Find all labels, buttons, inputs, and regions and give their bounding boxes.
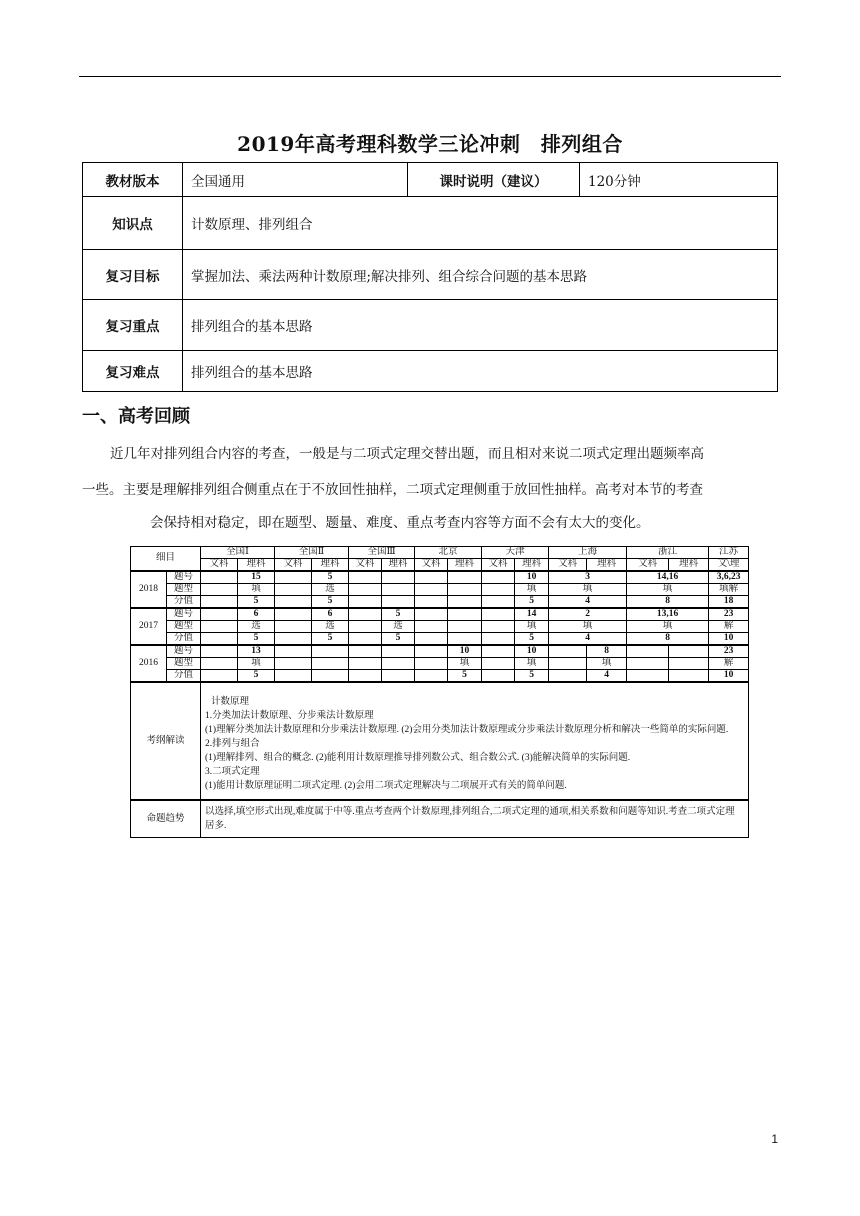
exam-cell: 10 [515,645,549,658]
exam-cell [448,608,482,621]
exam-cell: 13 [238,645,275,658]
subject-wen: 文科 [349,559,382,572]
exam-cell [482,608,515,621]
exam-cell [201,584,238,596]
syllabus-notes [201,682,749,800]
exam-cell: 选 [312,584,349,596]
subject-wen: 文科 [549,559,587,572]
exam-cell [349,596,382,609]
exam-cell [201,658,238,670]
exam-cell [415,608,448,621]
exam-cell [669,670,709,683]
exam-cell: 10 [448,645,482,658]
exam-cell [415,621,448,633]
exam-cell: 10 [709,633,749,646]
corner-cell: 细目 [131,547,201,572]
exam-cell: 5 [238,596,275,609]
hours-value: 120分钟 [580,163,778,197]
exam-cell [275,633,312,646]
subject-li: 理科 [238,559,275,572]
field-label: 题型 [167,658,201,670]
exam-cell [349,584,382,596]
exam-cell: 23 [709,645,749,658]
exam-cell: 10 [515,571,549,584]
exam-cell: 填解 [709,584,749,596]
syllabus-line: 1.分类加法计数原理、分步乘法计数原理 [205,711,374,721]
subject-wen: 文科 [275,559,312,572]
exam-cell [201,621,238,633]
exam-cell [448,571,482,584]
subject-wen: 文科 [627,559,669,572]
exam-cell [349,645,382,658]
exam-cell: 8 [627,633,709,646]
exam-cell: 15 [238,571,275,584]
exam-cell: 2 [549,608,627,621]
exam-cell [549,658,587,670]
exam-cell: 填 [587,658,627,670]
intro-line-1: 近几年对排列组合内容的考查，一般是与二项式定理交替出题，而且相对来说二项式定理出题频率高 [110,446,704,462]
exam-cell [201,608,238,621]
exam-cell: 5 [382,633,415,646]
exam-cell: 4 [549,596,627,609]
exam-cell [382,584,415,596]
field-label: 分值 [167,596,201,609]
exam-cell: 解 [709,621,749,633]
exam-cell [482,670,515,683]
exam-cell: 13,16 [627,608,709,621]
exam-cell [312,645,349,658]
exam-cell [312,658,349,670]
exam-cell [482,645,515,658]
difficulty-value: 排列组合的基本思路 [183,351,778,392]
subject-li: 理科 [587,559,627,572]
header-rule [79,76,781,77]
syllabus-label: 考纲解读 [131,682,201,800]
exam-cell: 填 [627,584,709,596]
knowledge-label: 知识点 [83,197,183,250]
exam-cell: 填 [515,584,549,596]
goal-label: 复习目标 [83,250,183,300]
exam-cell [201,670,238,683]
edition-value: 全国通用 [183,163,408,197]
subject-li: 理科 [382,559,415,572]
exam-cell: 8 [587,645,627,658]
subject-li: 理科 [448,559,482,572]
exam-cell [382,571,415,584]
exam-cell: 5 [238,633,275,646]
page-title: 2019年高考理科数学三论冲刺 排列组合 [237,132,623,156]
focus-value: 排列组合的基本思路 [183,300,778,351]
region-header: 全国Ⅰ [201,547,275,559]
exam-cell: 5 [312,596,349,609]
exam-cell: 选 [382,621,415,633]
exam-cell [415,670,448,683]
exam-cell [349,571,382,584]
exam-cell: 解 [709,658,749,670]
exam-cell [349,633,382,646]
exam-cell [415,645,448,658]
exam-cell [482,658,515,670]
exam-cell [482,584,515,596]
exam-cell: 6 [238,608,275,621]
field-label: 题号 [167,645,201,658]
exam-cell [415,596,448,609]
subject-li: 理科 [312,559,349,572]
trend-text: 以选择,填空形式出现,难度属于中等.重点考查两个计数原理,排列组合,二项式定理的通项,相关系数和问题等知识.考查二项式定理居多. [201,800,749,838]
field-label: 分值 [167,670,201,683]
exam-cell: 4 [587,670,627,683]
exam-cell: 5 [515,596,549,609]
year-cell: 2016 [131,645,167,682]
year-cell: 2017 [131,608,167,645]
exam-cell [275,621,312,633]
exam-cell: 3,6,23 [709,571,749,584]
field-label: 题型 [167,621,201,633]
syllabus-line: 计数原理 [211,697,250,707]
exam-cell [415,658,448,670]
exam-cell: 填 [549,621,627,633]
exam-cell [448,596,482,609]
year-cell: 2018 [131,571,167,608]
intro-line-3: 会保持相对稳定，即在题型、题量、难度、重点考查内容等方面不会有太大的变化。 [150,515,650,531]
exam-cell [201,596,238,609]
exam-cell: 5 [238,670,275,683]
syllabus-line: (1)理解分类加法计数原理和分步乘法计数原理. (2)会用分类加法计数原理或分步乘法计数原理分析和解决一些简单的实际问题. [205,725,729,735]
exam-cell [482,596,515,609]
course-info-table [82,162,778,392]
exam-cell [382,670,415,683]
exam-cell [275,645,312,658]
exam-cell [549,645,587,658]
exam-cell: 填 [448,658,482,670]
field-label: 分值 [167,633,201,646]
exam-cell: 14 [515,608,549,621]
exam-cell: 5 [448,670,482,683]
subject-wen: 文科 [201,559,238,572]
exam-cell: 3 [549,571,627,584]
exam-cell: 5 [515,670,549,683]
subject-wen: 文科 [482,559,515,572]
subject-jiangsu: 文\理 [709,559,749,572]
exam-cell [482,621,515,633]
region-header: 天津 [482,547,549,559]
exam-cell: 填 [627,621,709,633]
hours-label: 课时说明（建议） [408,163,580,197]
exam-cell: 填 [238,584,275,596]
exam-cell: 选 [238,621,275,633]
page-number: 1 [771,1132,778,1146]
exam-cell: 10 [709,670,749,683]
exam-cell [549,670,587,683]
focus-label: 复习重点 [83,300,183,351]
field-label: 题号 [167,608,201,621]
exam-cell: 选 [312,621,349,633]
exam-cell [482,571,515,584]
exam-cell: 5 [312,571,349,584]
exam-cell: 4 [549,633,627,646]
subject-wen: 文科 [415,559,448,572]
exam-cell: 14,16 [627,571,709,584]
exam-cell: 8 [627,596,709,609]
exam-cell [482,633,515,646]
exam-cell [448,633,482,646]
exam-cell [415,571,448,584]
section-heading: 一、高考回顾 [82,406,190,427]
exam-cell [448,584,482,596]
exam-cell [627,670,669,683]
exam-cell [349,621,382,633]
exam-cell [312,670,349,683]
intro-line-2: 一些。主要是理解排列组合侧重点在于不放回性抽样，二项式定理侧重于放回性抽样。高考对本节的考查 [82,482,703,498]
exam-cell [201,645,238,658]
exam-cell [275,670,312,683]
region-header: 北京 [415,547,482,559]
region-header: 江苏 [709,547,749,559]
exam-history-table [130,546,749,838]
exam-cell [275,571,312,584]
syllabus-line: 3.二项式定理 [205,767,260,777]
exam-cell [382,658,415,670]
subject-li: 理科 [669,559,709,572]
exam-cell: 填 [238,658,275,670]
exam-cell [275,596,312,609]
subject-li: 理科 [515,559,549,572]
exam-cell: 18 [709,596,749,609]
exam-cell [275,608,312,621]
exam-cell [627,658,669,670]
exam-cell: 填 [549,584,627,596]
exam-cell [415,584,448,596]
region-header: 全国Ⅱ [275,547,349,559]
exam-cell [382,645,415,658]
exam-cell [448,621,482,633]
edition-label: 教材版本 [83,163,183,197]
exam-cell [275,584,312,596]
exam-cell: 23 [709,608,749,621]
exam-cell [382,596,415,609]
exam-cell: 6 [312,608,349,621]
region-header: 浙江 [627,547,709,559]
exam-cell [201,633,238,646]
exam-cell: 5 [312,633,349,646]
exam-cell [349,658,382,670]
difficulty-label: 复习难点 [83,351,183,392]
exam-cell [275,658,312,670]
trend-label: 命题趋势 [131,800,201,838]
region-header: 全国Ⅲ [349,547,415,559]
region-header: 上海 [549,547,627,559]
exam-cell [627,645,669,658]
exam-cell [669,658,709,670]
exam-cell [349,608,382,621]
exam-cell: 5 [382,608,415,621]
exam-cell: 5 [515,633,549,646]
syllabus-line: 2.排列与组合 [205,739,260,749]
field-label: 题号 [167,571,201,584]
exam-cell [669,645,709,658]
exam-cell: 填 [515,658,549,670]
field-label: 题型 [167,584,201,596]
knowledge-value: 计数原理、排列组合 [183,197,778,250]
exam-cell [415,633,448,646]
syllabus-line: (1)能用计数原理证明二项式定理. (2)会用二项式定理解决与二项展开式有关的简单问题. [205,781,567,791]
exam-cell [201,571,238,584]
goal-value: 掌握加法、乘法两种计数原理;解决排列、组合综合问题的基本思路 [183,250,778,300]
exam-cell [349,670,382,683]
exam-cell: 填 [515,621,549,633]
syllabus-line: (1)理解排列、组合的概念. (2)能利用计数原理推导排列数公式、组合数公式. (3)能解决简单的实际问题. [205,753,631,763]
